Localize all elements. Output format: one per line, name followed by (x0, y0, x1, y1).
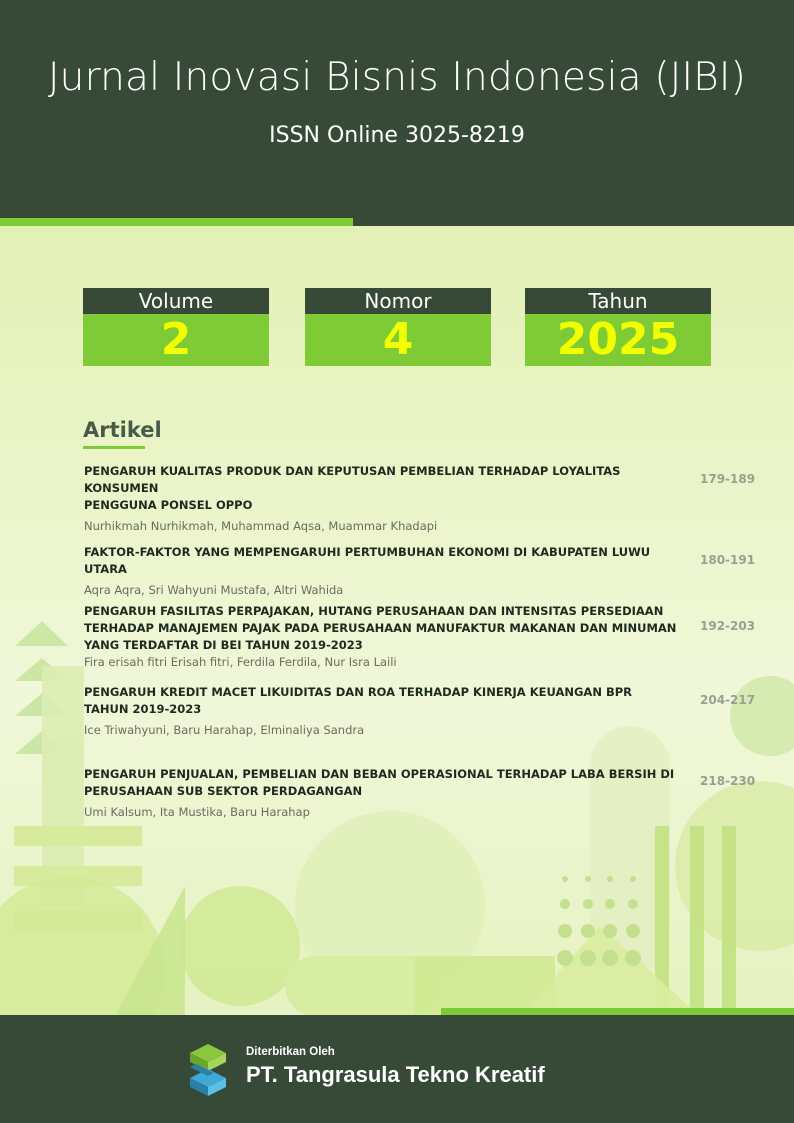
article-title (84, 766, 684, 800)
year-value: 2025 (525, 314, 711, 366)
section-underline (83, 446, 145, 449)
article-title (84, 544, 684, 578)
journal-issn: ISSN Online 3025-8219 (269, 123, 525, 148)
article-authors: Aqra Aqra, Sri Wahyuni Mustafa, Altri Wahida (84, 583, 344, 597)
article-pages: 192-203 (700, 619, 756, 633)
footer-accent-bar (441, 1008, 794, 1015)
header-accent-bar (0, 218, 353, 226)
article-pages: 218-230 (700, 774, 756, 788)
year-label: Tahun (525, 288, 711, 314)
publisher-logo-icon (188, 1044, 228, 1096)
article-title-line: PENGARUH FASILITAS PERPAJAKAN, HUTANG PERUSAHAAN DAN INTENSITAS PERSEDIAAN (84, 604, 664, 618)
publisher-name: PT. Tangrasula Tekno Kreatif (246, 1062, 545, 1087)
article-title-line: PERUSAHAAN SUB SEKTOR PERDAGANGAN (84, 784, 363, 798)
article-title-line: PENGARUH KREDIT MACET LIKUIDITAS DAN ROA TERHADAP KINERJA KEUANGAN BPR (84, 685, 633, 699)
article-pages: 204-217 (700, 693, 756, 707)
article-title-line: PENGGUNA PONSEL OPPO (84, 498, 253, 512)
section-title: Artikel (83, 418, 162, 442)
article-title-line: YANG TERDAFTAR DI BEI TAHUN 2019-2023 (84, 638, 363, 652)
article-title (84, 463, 684, 514)
number-value: 4 (305, 314, 491, 366)
article-title-line: TERHADAP MANAJEMEN PAJAK PADA PERUSAHAAN MANUFAKTUR MAKANAN DAN MINUMAN (84, 621, 677, 635)
article-item[interactable] (84, 463, 684, 534)
publisher-label: Diterbitkan Oleh (246, 1046, 335, 1058)
number-box (305, 288, 491, 366)
article-title-line: PENGARUH PENJUALAN, PEMBELIAN DAN BEBAN OPERASIONAL TERHADAP LABA BERSIH DI (84, 767, 675, 781)
article-item[interactable] (84, 544, 684, 598)
article-title-line: FAKTOR-FAKTOR YANG MEMPENGARUHI PERTUMBUHAN EKONOMI DI KABUPATEN LUWU UTARA (84, 545, 651, 576)
article-title-line: PENGARUH KUALITAS PRODUK DAN KEPUTUSAN PEMBELIAN TERHADAP LOYALITAS KONSUMEN (84, 464, 621, 495)
article-authors: Fira erisah fitri Erisah fitri, Ferdila Ferdila, Nur Isra Laili (84, 655, 397, 669)
journal-title: Jurnal Inovasi Bisnis Indonesia (JIBI) (47, 55, 747, 100)
cover-header (0, 0, 794, 218)
year-box (525, 288, 711, 366)
article-title-line: TAHUN 2019-2023 (84, 702, 202, 716)
volume-label: Volume (83, 288, 269, 314)
article-pages: 180-191 (700, 553, 756, 567)
article-item[interactable] (84, 766, 684, 820)
article-authors: Nurhikmah Nurhikmah, Muhammad Aqsa, Muammar Khadapi (84, 519, 438, 533)
header-dark-bar (353, 218, 794, 226)
volume-value: 2 (83, 314, 269, 366)
article-title (84, 603, 684, 654)
number-label: Nomor (305, 288, 491, 314)
article-authors: Umi Kalsum, Ita Mustika, Baru Harahap (84, 805, 310, 819)
article-item[interactable] (84, 684, 684, 738)
article-authors: Ice Triwahyuni, Baru Harahap, Elminaliya Sandra (84, 723, 365, 737)
article-item[interactable] (84, 603, 684, 670)
article-title (84, 684, 684, 718)
volume-box (83, 288, 269, 366)
article-pages: 179-189 (700, 472, 756, 486)
